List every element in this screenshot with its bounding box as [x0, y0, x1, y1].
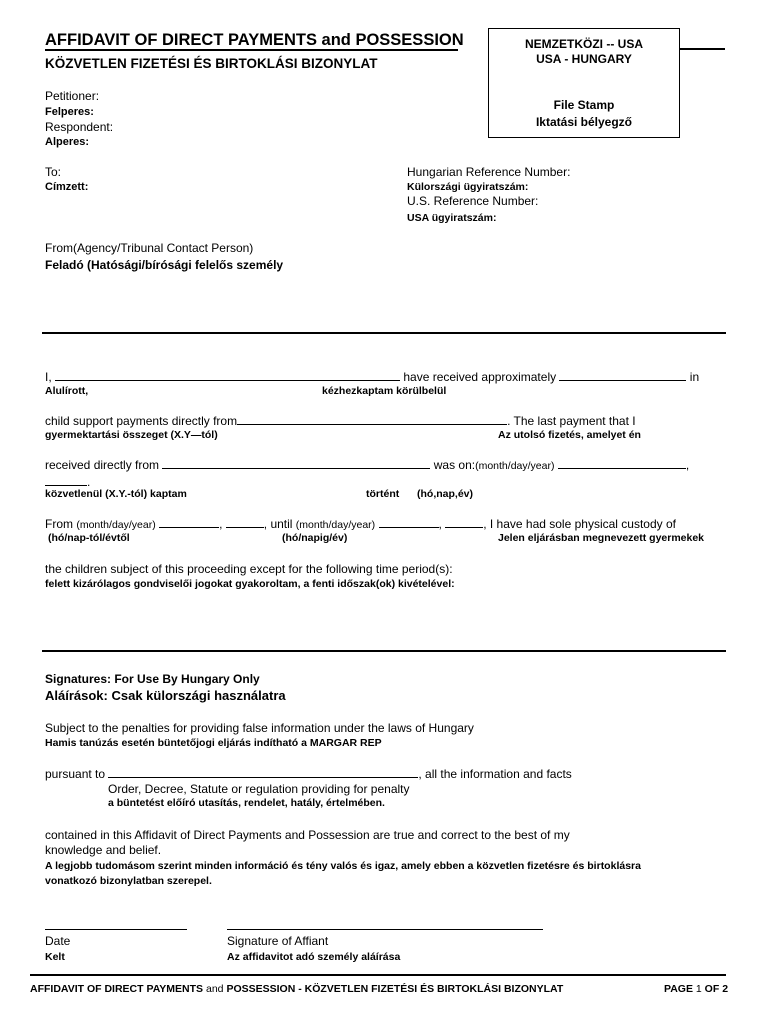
header-rule-right — [680, 48, 725, 50]
ho-nap-ev-hu: (hó,nap,év) — [417, 488, 474, 500]
last-payer-field[interactable] — [162, 457, 430, 469]
statement-row-4 — [45, 516, 676, 531]
affiant-name-field[interactable] — [55, 369, 400, 381]
title-en: AFFIDAVIT OF DIRECT PAYMENTS and POSSESSION — [45, 31, 464, 49]
comma-2: , — [219, 517, 223, 531]
section-divider-2 — [42, 650, 726, 652]
pursuant-label: pursuant to — [45, 767, 106, 781]
contained-line-2: knowledge and belief. — [45, 843, 162, 857]
custody-until-year-field[interactable] — [445, 516, 483, 528]
us-ref-label: U.S. Reference Number: — [407, 194, 539, 208]
comma-3: , — [263, 517, 268, 531]
to-label: To: — [45, 165, 62, 179]
contained-hu-2: vonatkozó bizonylatban szerepel. — [45, 875, 212, 887]
pursuant-row — [45, 766, 572, 781]
statement-row-1 — [45, 369, 699, 384]
custody-from-date-field[interactable] — [159, 516, 219, 528]
custody-from-year-field[interactable] — [226, 516, 264, 528]
all-info-label: , all the information and facts — [418, 767, 572, 781]
from-date-hint: (month/day/year) — [76, 519, 156, 531]
order-hu: a büntetést előíró utasítás, rendelet, hatály, értelmében. — [108, 797, 385, 809]
ho-nap-tol-hu: (hó/nap-tól/évtől — [48, 532, 130, 544]
section-divider-1 — [42, 332, 726, 334]
footer-title-and: and — [205, 983, 224, 995]
penalty-hu: Hamis tanúzás esetén büntetőjogi eljárás indítható a MARGAR REP — [45, 737, 382, 749]
footer-title-part2: POSSESSION - KÖZVETLEN FIZETÉSI ÉS BIRTOKLÁSI BIZONYLAT — [226, 983, 564, 995]
contained-hu-1: A legjobb tudomásom szerint minden információ és tény valós és igaz, amely ebben a közvetlen fizetésre és birtoklásra — [45, 860, 641, 872]
period-1: . — [87, 475, 91, 489]
box-line2: USA - HUNGARY — [536, 52, 632, 66]
i-label: I, — [45, 370, 52, 384]
comma-1: , — [685, 458, 690, 472]
until-label: until — [270, 517, 293, 531]
child-support-label: child support payments directly from — [45, 414, 238, 428]
children-hu: felett kizárólagos gondviselői jogokat gyakoroltam, a fenti időszak(ok) kivételével: — [45, 578, 455, 590]
page-total: 2 — [722, 983, 729, 995]
petitioner-label: Petitioner: — [45, 89, 100, 103]
in-label: in — [689, 370, 700, 384]
respondent-label-hu: Alperes: — [45, 136, 90, 148]
stamp-en: File Stamp — [553, 98, 615, 112]
order-label: Order, Decree, Statute or regulation providing for penalty — [108, 782, 410, 796]
page-number — [664, 983, 728, 995]
date-line[interactable] — [45, 929, 187, 930]
box-line1: NEMZETKÖZI -- USA — [525, 37, 643, 51]
date-label-hu: Kelt — [45, 951, 65, 963]
jelen-hu: Jelen eljárásban megnevezett gyermekek — [498, 532, 705, 544]
pursuant-field[interactable] — [108, 766, 418, 778]
last-payment-date-field[interactable] — [558, 457, 686, 469]
statement-row-2 — [45, 413, 636, 428]
from-custody-label: From — [45, 517, 73, 531]
tortent-hu: történt — [366, 488, 400, 500]
kozvetlenul-hu: közvetlenül (X.Y.-tól) kaptam — [45, 488, 187, 500]
statement-row-3b — [45, 474, 90, 489]
received-directly-label: received directly from — [45, 458, 160, 472]
signature-label: Signature of Affiant — [227, 934, 329, 948]
custody-until-date-field[interactable] — [379, 516, 439, 528]
payer-field[interactable] — [237, 413, 507, 425]
respondent-label: Respondent: — [45, 120, 114, 134]
last-payment-hu: Az utolsó fizetés, amelyet én — [498, 429, 641, 441]
date-format-hint: (month/day/year) — [475, 460, 555, 472]
title-underline — [45, 49, 458, 51]
footer-rule — [30, 974, 726, 976]
from-label-hu: Feladó (Hatósági/bírósági felelős személy — [45, 258, 284, 272]
page-current: 1 — [695, 983, 702, 995]
penalty-label: Subject to the penalties for providing false information under the laws of Hungary — [45, 721, 474, 735]
child-support-hu: gyermektartási összeget (X.Y—tól) — [45, 429, 218, 441]
last-payment-year-field[interactable] — [45, 474, 87, 486]
custody-label: , I have had sole physical custody of — [483, 517, 676, 531]
comma-4: , — [438, 517, 442, 531]
file-stamp-box — [488, 28, 680, 138]
kezhez-hu: kézhezkaptam körülbelül — [322, 385, 447, 397]
ho-napig-hu: (hó/napig/év) — [282, 532, 348, 544]
petitioner-label-hu: Felperes: — [45, 106, 94, 118]
received-label: have received approximately — [403, 370, 557, 384]
signature-label-hu: Az affidavitot adó személy aláírása — [227, 951, 401, 963]
hu-ref-label: Hungarian Reference Number: — [407, 165, 571, 179]
alulirott-hu: Alulírott, — [45, 385, 89, 397]
page-of: OF — [704, 983, 720, 995]
contained-line-1: contained in this Affidavit of Direct Payments and Possession are true and correct to the best of my — [45, 828, 570, 842]
until-date-hint: (month/day/year) — [295, 519, 376, 531]
date-label: Date — [45, 934, 71, 948]
title-hu: KÖZVETLEN FIZETÉSI ÉS BIRTOKLÁSI BIZONYLAT — [45, 56, 378, 71]
to-label-hu: Címzett: — [45, 181, 89, 193]
from-label: From(Agency/Tribunal Contact Person) — [45, 241, 254, 255]
hu-ref-label-hu: Külországi ügyiratszám: — [407, 181, 529, 193]
stamp-hu: Iktatási bélyegző — [535, 115, 633, 129]
signatures-heading: Signatures: For Use By Hungary Only — [45, 672, 260, 686]
signatures-heading-hu: Aláírások: Csak külországi használatra — [45, 688, 286, 703]
children-label: the children subject of this proceeding except for the following time period(s): — [45, 562, 453, 576]
us-ref-label-hu: USA ügyiratszám: — [407, 212, 497, 224]
statement-row-3 — [45, 457, 689, 472]
amount-field[interactable] — [559, 369, 686, 381]
was-on-label: was on: — [433, 458, 476, 472]
page-label: PAGE — [664, 983, 693, 995]
footer-title-part1: AFFIDAVIT OF DIRECT PAYMENTS — [30, 983, 204, 995]
last-payment-label: . The last payment that I — [507, 414, 636, 428]
signature-line[interactable] — [227, 929, 543, 930]
footer-title — [30, 983, 563, 995]
